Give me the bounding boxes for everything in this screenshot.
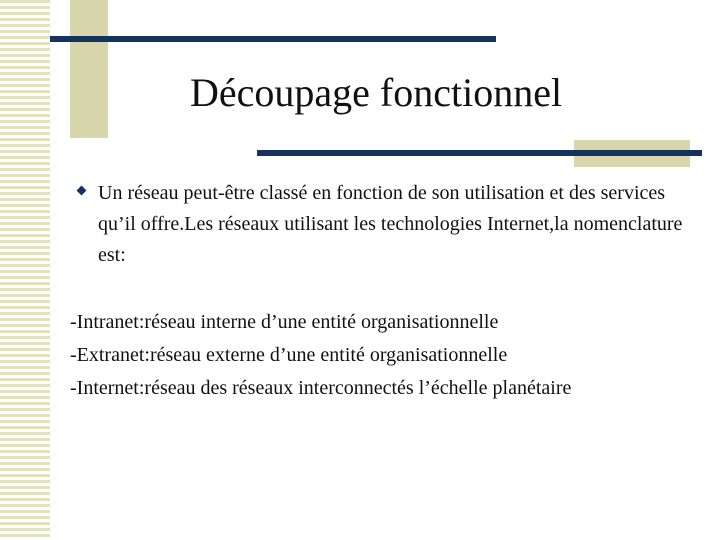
diamond-bullet-icon: [77, 186, 87, 196]
slide-title: Découpage fonctionnel: [190, 70, 563, 115]
definition-internet: -Internet:réseau des réseaux interconnectés l’échelle planétaire: [70, 377, 572, 399]
definition-list: [70, 306, 710, 405]
title-accent-block: [70, 0, 108, 138]
bullet-text: Un réseau peut-être classé en fonction de son utilisation et des services qu’il offre.Les réseaux utilisant les technologies Internet,la nomenclature est:: [98, 182, 683, 266]
left-striped-margin: [0, 0, 50, 540]
bottom-title-rule: [257, 150, 702, 156]
top-title-rule: [50, 36, 496, 42]
definition-extranet: -Extranet:réseau externe d’une entité organisationnelle: [70, 344, 508, 366]
definition-intranet: -Intranet:réseau interne d’une entité organisationnelle: [70, 311, 499, 333]
